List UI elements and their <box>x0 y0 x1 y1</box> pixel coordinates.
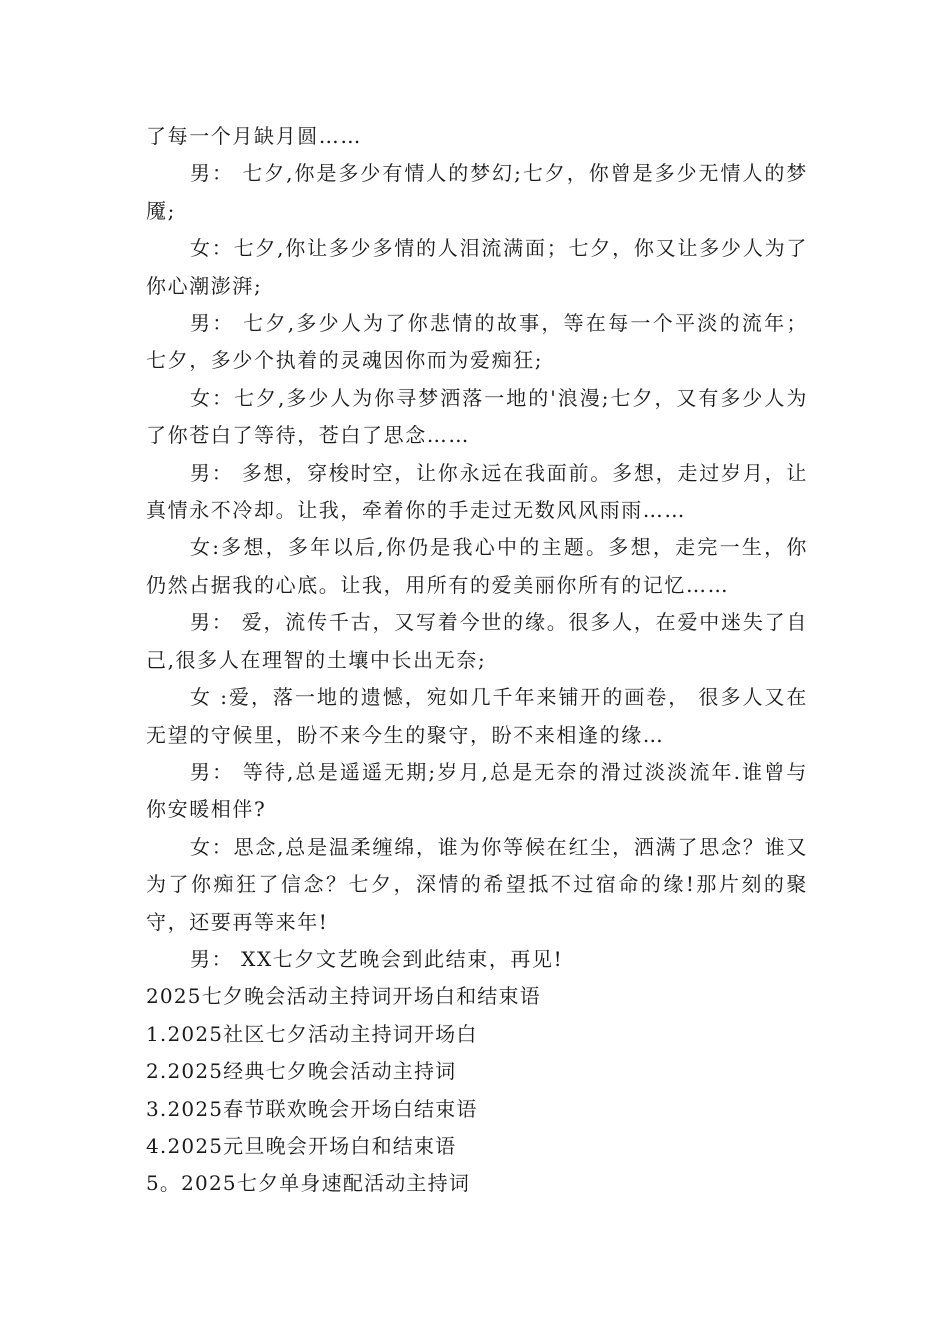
dialogue-paragraph: 男： 七夕,你是多少有情人的梦幻;七夕，你曾是多少无情人的梦魇; <box>146 161 808 223</box>
dialogue-paragraph: 男： 多想，穿梭时空，让你永远在我面前。多想，走过岁月，让真情永不冷却。让我，牵着你的手走过无数风风雨雨…… <box>146 460 808 523</box>
related-item[interactable]: 5。2025七夕单身速配活动主持词 <box>146 1171 471 1196</box>
related-articles <box>146 978 808 1202</box>
dialogue-paragraph: 男： 等待,总是遥遥无期;岁月,总是无奈的滑过淡淡流年.谁曾与你安暖相伴? <box>146 759 808 822</box>
closing-line: 男： XX七夕文艺晚会到此结束，再见! <box>190 946 564 971</box>
dialogue-paragraph: 女：思念,总是温柔缠绵，谁为你等候在红尘，洒满了思念？谁又为了你痴狂了信念？七夕，深情的希望抵不过宿命的缘!那片刻的聚守，还要再等来年! <box>146 834 808 934</box>
dialogue-paragraph: 女：七夕,你让多少多情的人泪流满面；七夕，你又让多少人为了你心潮澎湃; <box>146 236 808 298</box>
dialogue-paragraph: 女 :爱，落一地的遗憾，宛如几千年来铺开的画卷， 很多人又在无望的守候里，盼不来今生的聚守，盼不来相逢的缘… <box>146 685 808 747</box>
paragraph-continuation: 了每一个月缺月圆…… <box>146 124 362 148</box>
document-page <box>146 118 808 1203</box>
dialogue-paragraph: 女:多想，多年以后,你仍是我心中的主题。多想，走完一生，你仍然占据我的心底。让我，用所有的爱美丽你所有的记忆…… <box>146 535 808 597</box>
related-heading: 2025七夕晚会活动主持词开场白和结束语 <box>146 984 541 1009</box>
related-item[interactable]: 4.2025元旦晚会开场白和结束语 <box>146 1133 457 1158</box>
related-item[interactable]: 3.2025春节联欢晚会开场白结束语 <box>146 1096 478 1121</box>
dialogue-paragraph: 男： 七夕,多少人为了你悲情的故事，等在每一个平淡的流年；七夕，多少个执着的灵魂因你而为爱痴狂; <box>146 311 808 373</box>
related-item[interactable]: 2.2025经典七夕晚会活动主持词 <box>146 1059 457 1084</box>
dialogue-paragraph: 男： 爱，流传千古，又写着今世的缘。很多人，在爱中迷失了自己,很多人在理智的土壤中长出无奈; <box>146 610 808 672</box>
related-item[interactable]: 1.2025社区七夕活动主持词开场白 <box>146 1021 478 1046</box>
dialogue-paragraph: 女：七夕,多少人为你寻梦洒落一地的'浪漫;七夕，又有多少人为了你苍白了等待，苍白了思念…… <box>146 385 808 448</box>
